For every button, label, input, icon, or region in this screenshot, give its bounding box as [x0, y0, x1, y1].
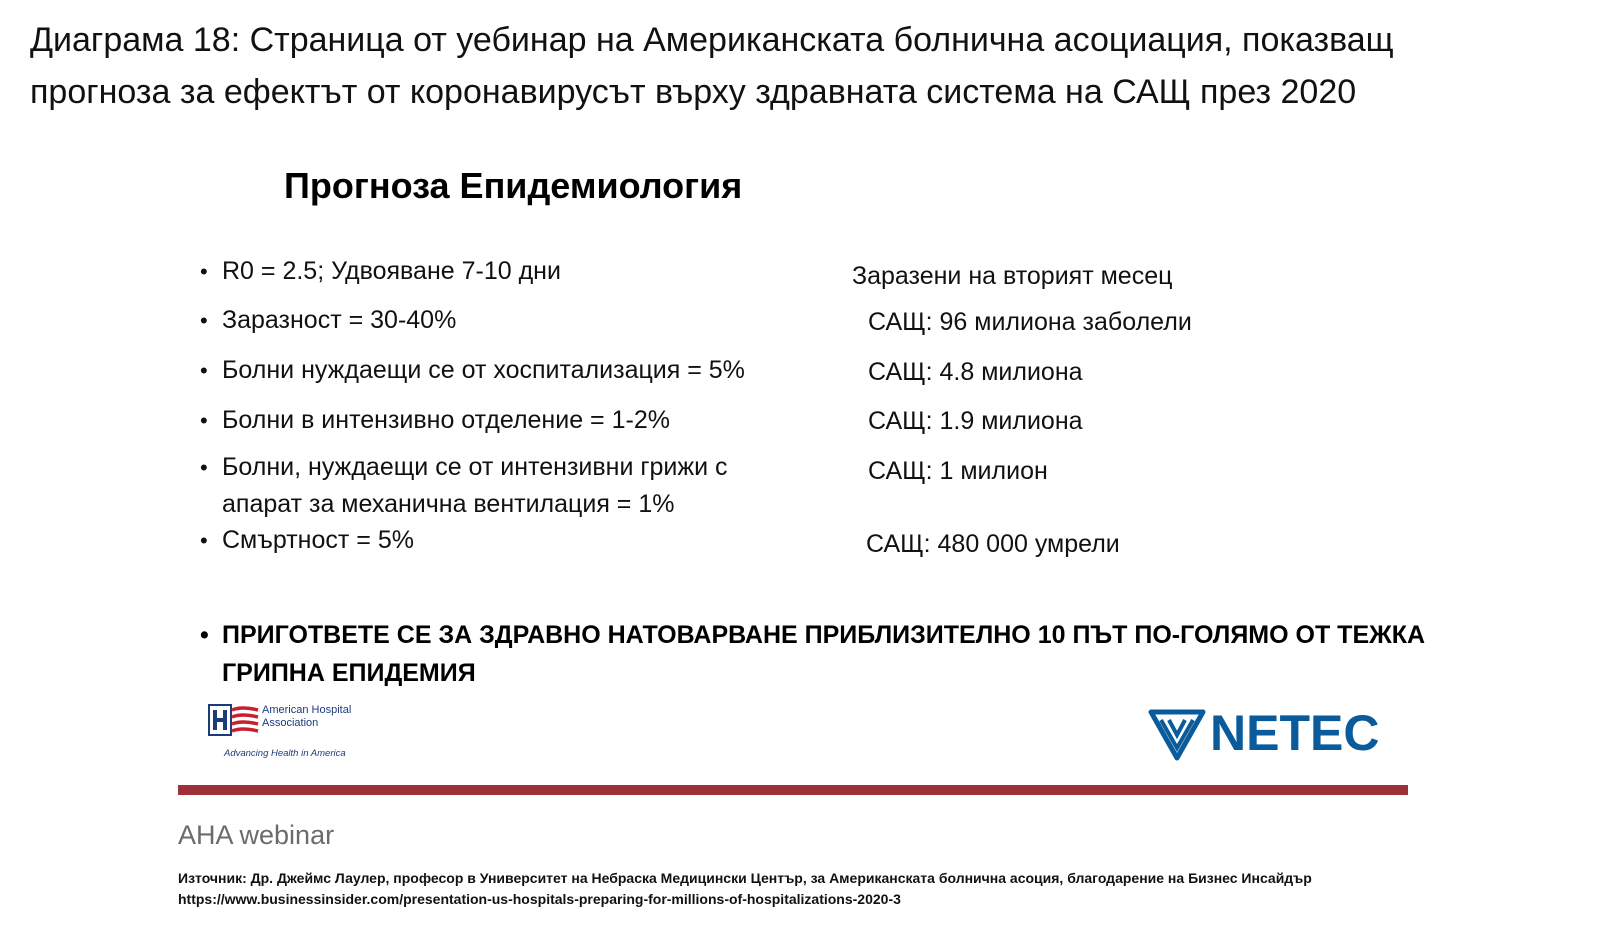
- aha-logo: [208, 704, 388, 764]
- aha-name-line-2: Association: [262, 717, 319, 729]
- usa-stat: САЩ: 1.9 милиона: [868, 407, 1083, 435]
- bullet-item: [200, 253, 561, 290]
- bullet-dot: •: [200, 358, 208, 383]
- bullet-text-line-1: Болни, нуждаещи се от интензивни грижи с: [222, 453, 728, 481]
- bullet-text: Заразност = 30-40%: [222, 306, 457, 334]
- bullet-item: [200, 302, 456, 339]
- netec-wordmark: NETEC: [1210, 705, 1380, 761]
- bullet-dot: •: [200, 308, 208, 333]
- aha-name-line-1: American Hospital: [262, 704, 352, 716]
- figure-caption: [30, 14, 1570, 118]
- aha-name: [262, 704, 351, 730]
- warning-bullet: [200, 616, 1500, 692]
- usa-stat: САЩ: 480 000 умрели: [866, 530, 1120, 558]
- caption-line-2: прогноза за ефектът от коронавирусът върху здравната система на САЩ през 2020: [30, 73, 1357, 111]
- bullet-dot: •: [200, 455, 208, 480]
- bullet-item: [200, 522, 414, 559]
- netec-shield-icon: [1148, 708, 1206, 762]
- source-text: Източник: Др. Джеймс Лаулер, професор в Университет на Небраска Медицински Център, за Американската болнична асоция, благодарение на Бизнес Инсайдър: [178, 870, 1312, 886]
- divider-rule: [178, 785, 1408, 795]
- bullet-text: [222, 449, 728, 523]
- bullet-item: [200, 352, 745, 389]
- aha-flag-icon: [208, 704, 260, 740]
- usa-stat: САЩ: 96 милиона заболели: [868, 308, 1192, 336]
- usa-stat: САЩ: 1 милион: [868, 457, 1048, 485]
- usa-stat: САЩ: 4.8 милиона: [868, 358, 1083, 386]
- netec-logo: [1148, 705, 1388, 762]
- infected-heading: Заразени на вторият месец: [852, 262, 1173, 290]
- bullet-dot: •: [200, 408, 208, 433]
- bullet-text: Смъртност = 5%: [222, 526, 414, 554]
- warning-line-1: ПРИГОТВЕТЕ СЕ ЗА ЗДРАВНО НАТОВАРВАНЕ ПРИБЛИЗИТЕЛНО 10 ПЪТ ПО-ГОЛЯМО ОТ ТЕЖКА: [222, 621, 1426, 649]
- source-url: https://www.businessinsider.com/presentation-us-hospitals-preparing-for-millions-of-hospitalizations-2020-3: [178, 891, 901, 907]
- bullet-dot: •: [200, 621, 209, 649]
- bullet-text: R0 = 2.5; Удвояване 7-10 дни: [222, 257, 561, 285]
- bullet-text-line-2: апарат за механична вентилация = 1%: [222, 490, 675, 518]
- bullet-dot: •: [200, 259, 208, 284]
- slide-title: Прогноза Епидемиология: [284, 165, 743, 206]
- bullet-text: Болни в интензивно отделение = 1-2%: [222, 406, 670, 434]
- warning-text: [222, 616, 1500, 692]
- webinar-label: AHA webinar: [178, 820, 335, 850]
- bullet-item: [200, 449, 728, 523]
- source-note: [178, 868, 1312, 910]
- warning-line-2: ГРИПНА ЕПИДЕМИЯ: [222, 659, 476, 687]
- bullet-dot: •: [200, 528, 208, 553]
- bullet-text: Болни нуждаещи се от хоспитализация = 5%: [222, 356, 745, 384]
- bullet-item: [200, 402, 670, 439]
- aha-tagline: Advancing Health in America: [224, 748, 346, 759]
- caption-line-1: Диаграма 18: Страница от уебинар на Американската болнична асоциация, показващ: [30, 21, 1394, 59]
